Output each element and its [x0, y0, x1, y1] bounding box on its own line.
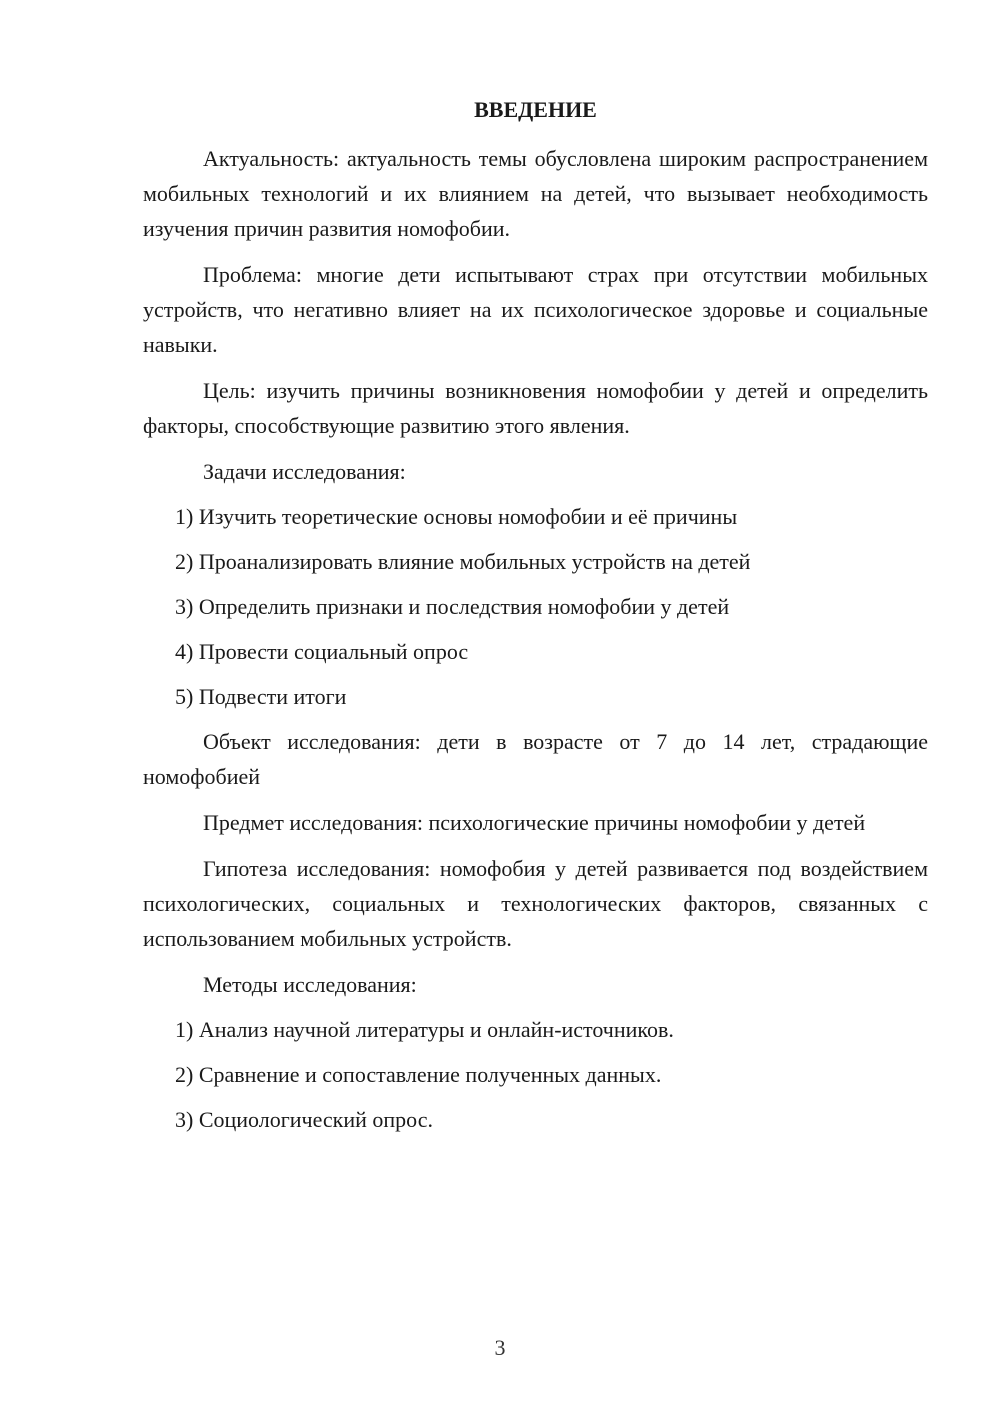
goal-paragraph: Цель: изучить причины возникновения номофобии у детей и определить факторы, способствующие развитию этого явления. — [143, 378, 928, 438]
list-item: 4) Провести социальный опрос — [175, 639, 469, 664]
list-item: 1) Изучить теоретические основы номофобии и её причины — [175, 504, 738, 529]
object-paragraph: Объект исследования: дети в возрасте от 7 до 14 лет, страдающие номофобией — [143, 729, 928, 789]
methods-heading: Методы исследования: — [203, 972, 417, 997]
list-item: 3) Определить признаки и последствия номофобии у детей — [175, 594, 730, 619]
page-title: ВВЕДЕНИЕ — [474, 97, 597, 122]
subject-paragraph: Предмет исследования: психологические причины номофобии у детей — [203, 810, 866, 835]
list-item: 1) Анализ научной литературы и онлайн-источников. — [175, 1017, 674, 1042]
problem-paragraph: Проблема: многие дети испытывают страх при отсутствии мобильных устройств, что негативно влияет на их психологическое здоровье и социальные навыки. — [143, 262, 928, 357]
list-item: 5) Подвести итоги — [175, 684, 347, 709]
relevance-paragraph: Актуальность: актуальность темы обусловлена широким распространением мобильных технологий и их влиянием на детей, что вызывает необходимость изучения причин развития номофобии. — [143, 146, 928, 241]
tasks-list — [143, 499, 928, 714]
document-page — [143, 96, 928, 1147]
list-item: 3) Социологический опрос. — [175, 1107, 433, 1132]
list-item: 2) Проанализировать влияние мобильных устройств на детей — [175, 549, 751, 574]
methods-list — [143, 1012, 928, 1137]
list-item: 2) Сравнение и сопоставление полученных данных. — [175, 1062, 662, 1087]
hypothesis-paragraph: Гипотеза исследования: номофобия у детей развивается под воздействием психологических, социальных и технологических факторов, связанных с использованием мобильных устройств. — [143, 856, 928, 951]
page-number: 3 — [494, 1335, 506, 1360]
tasks-heading: Задачи исследования: — [203, 459, 406, 484]
